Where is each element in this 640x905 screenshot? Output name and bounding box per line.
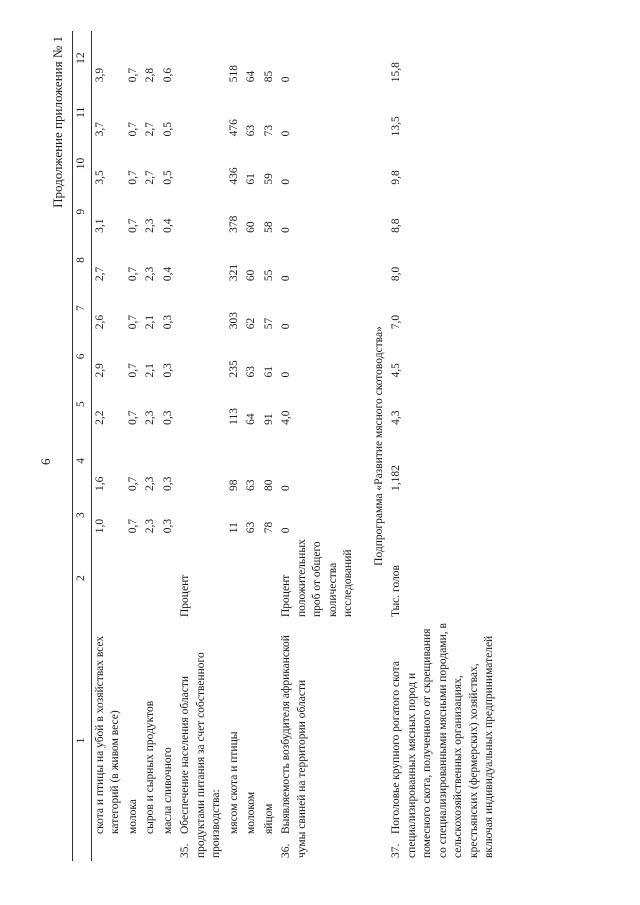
value-cell: 11 <box>227 522 240 534</box>
table-row <box>125 31 143 861</box>
value-cell: 235 <box>227 360 240 378</box>
value-cell: 64 <box>245 70 258 83</box>
value-cell: 0 <box>280 371 293 378</box>
value-cell: 63 <box>245 479 258 491</box>
value-cell: 4,0 <box>280 410 293 425</box>
unit-cell: Тыс. голов <box>390 565 403 617</box>
unit-cell <box>125 536 143 620</box>
subprogram-title: Подпрограмма «Развитие мясного скотоводства» <box>372 326 385 566</box>
value-cell: 2,1 <box>144 363 157 378</box>
value-cell: 0,7 <box>126 363 139 378</box>
row-label-cell <box>177 620 226 861</box>
value-cell: 1,6 <box>93 476 106 491</box>
value-cell: 80 <box>262 479 275 491</box>
value-cell: 436 <box>227 167 240 185</box>
table-row <box>261 31 279 861</box>
value-cell: 61 <box>245 173 258 185</box>
value-cell: 0 <box>280 178 293 185</box>
value-cell: 2,1 <box>144 314 157 330</box>
row-label-cell <box>125 620 143 861</box>
row-number: 35. <box>179 843 192 858</box>
row-label: масла сливочного <box>161 747 174 834</box>
value-cell: 0,4 <box>161 266 174 282</box>
table-row <box>226 31 244 861</box>
table-row <box>388 31 499 861</box>
column-header-3: 3 <box>73 494 92 536</box>
row-label-cell <box>142 620 160 861</box>
value-cell: 3,5 <box>93 170 106 185</box>
value-cell: 7,0 <box>390 314 403 330</box>
value-cell: 518 <box>227 64 240 83</box>
value-cell <box>177 188 226 236</box>
page-number: 6 <box>38 458 53 465</box>
value-cell: 63 <box>245 124 258 137</box>
value-cell: 4,5 <box>390 363 403 378</box>
value-cell: 2,2 <box>93 410 106 425</box>
value-cell: 2,3 <box>144 410 157 425</box>
row-label-cell <box>261 620 279 861</box>
row-label-cell <box>388 620 499 861</box>
unit-cell <box>261 536 279 620</box>
value-cell: 15,8 <box>390 62 403 83</box>
value-cell: 0,3 <box>161 314 174 330</box>
value-cell: 0,7 <box>126 410 139 425</box>
value-cell: 60 <box>245 269 258 282</box>
column-header-5: 5 <box>73 381 92 428</box>
table-row <box>91 31 125 861</box>
value-cell: 60 <box>245 221 258 233</box>
appendix-continuation-note: Продолжение приложения № 1 <box>50 36 65 208</box>
value-cell: 73 <box>262 124 275 137</box>
row-label: молоком <box>245 791 258 834</box>
column-header-10: 10 <box>73 139 92 187</box>
unit-cell <box>91 536 125 620</box>
value-cell: 113 <box>227 408 240 425</box>
unit-cell <box>142 536 160 620</box>
row-label-cell <box>243 620 261 861</box>
column-header-6: 6 <box>73 332 92 380</box>
value-cell: 2,9 <box>93 363 106 378</box>
value-cell: 13,5 <box>390 116 403 137</box>
value-cell: 1,0 <box>93 518 106 534</box>
unit-cell <box>226 536 244 620</box>
value-cell: 58 <box>262 221 275 233</box>
column-header-11: 11 <box>73 85 92 139</box>
value-cell <box>177 332 226 380</box>
row-label: скота и птицы на убой в хозяйствах всех категорий (в живом весе) <box>93 635 122 834</box>
value-cell: 59 <box>262 173 275 185</box>
value-cell: 0,5 <box>161 170 174 185</box>
value-cell: 57 <box>262 317 275 330</box>
value-cell: 64 <box>245 413 258 425</box>
unit-cell: Процент <box>179 574 192 617</box>
value-cell: 0,5 <box>161 122 174 137</box>
value-cell: 62 <box>245 317 258 330</box>
value-cell <box>177 31 226 85</box>
row-label: Выявляемость возбудителя африканской чумы свиней на территории области <box>280 635 308 858</box>
value-cell: 2,7 <box>144 170 157 185</box>
indicator-table <box>72 31 499 861</box>
table-body <box>91 31 499 861</box>
value-cell <box>388 494 499 536</box>
value-cell: 0 <box>280 527 293 534</box>
value-cell: 78 <box>262 521 275 534</box>
row-label: сыров и сырных продуктов <box>144 700 157 834</box>
value-cell: 0,3 <box>161 363 174 378</box>
subprogram-row <box>358 31 389 861</box>
table-row <box>278 31 358 861</box>
column-header-7: 7 <box>73 284 92 332</box>
column-header-9: 9 <box>73 188 92 236</box>
value-cell: 98 <box>227 479 240 491</box>
value-cell: 0,7 <box>126 170 139 185</box>
unit-cell <box>160 536 178 620</box>
value-cell: 91 <box>262 413 275 425</box>
value-cell: 4,3 <box>390 410 403 425</box>
value-cell: 0,6 <box>161 67 174 83</box>
value-cell: 0,3 <box>161 476 174 491</box>
value-cell: 3,1 <box>93 218 106 233</box>
row-label: Поголовье крупного рогатого скота специализированных мясных пород и помесного скота, полученного от скрещивания со специализированными мясными породами, в сельскохозяйственных организациях, крестьянских (фермерских) хозяйствах, включая индивидуальных предпринимателей <box>390 623 496 858</box>
value-cell <box>177 236 226 284</box>
value-cell: 63 <box>245 366 258 378</box>
value-cell: 0,7 <box>126 266 139 282</box>
table-header-row <box>73 31 92 861</box>
row-number: 37. <box>390 843 403 858</box>
row-label: яйцом <box>262 803 275 834</box>
value-cell: 0 <box>280 227 293 233</box>
value-cell: 2,6 <box>93 314 106 330</box>
value-cell <box>177 381 226 428</box>
value-cell: 0,7 <box>126 518 139 534</box>
value-cell: 0 <box>280 275 293 282</box>
column-header-1: 1 <box>73 620 92 861</box>
value-cell: 0,7 <box>126 314 139 330</box>
value-cell: 1,182 <box>390 465 403 491</box>
value-cell: 378 <box>227 215 240 233</box>
value-cell: 61 <box>262 366 275 378</box>
value-cell: 3,9 <box>93 67 106 83</box>
row-label-cell <box>91 620 125 861</box>
value-cell: 0,7 <box>126 67 139 83</box>
column-header-4: 4 <box>73 428 92 494</box>
value-cell: 2,3 <box>144 476 157 491</box>
value-cell: 2,7 <box>144 122 157 137</box>
value-cell <box>177 284 226 332</box>
value-cell: 0,3 <box>161 518 174 534</box>
row-label-cell <box>226 620 244 861</box>
value-cell: 0,7 <box>126 218 139 233</box>
value-cell: 0,3 <box>161 410 174 425</box>
unit-cell <box>243 536 261 620</box>
row-label-cell <box>278 620 358 861</box>
row-number: 36. <box>280 843 293 858</box>
unit-cell: Процент положительных проб от общего количества исследований <box>280 539 355 617</box>
value-cell <box>177 139 226 187</box>
value-cell: 0,7 <box>126 476 139 491</box>
value-cell: 0 <box>280 130 293 137</box>
value-cell: 2,8 <box>144 67 157 83</box>
table-row <box>243 31 261 861</box>
table-row <box>177 31 226 861</box>
value-cell: 3,7 <box>93 122 106 137</box>
column-header-8: 8 <box>73 236 92 284</box>
value-cell: 63 <box>245 521 258 534</box>
value-cell: 0 <box>280 323 293 330</box>
value-cell: 9,8 <box>390 170 403 185</box>
row-label: молока <box>126 799 139 834</box>
value-cell: 476 <box>227 119 240 137</box>
value-cell: 2,7 <box>93 266 106 282</box>
column-header-12: 12 <box>73 31 92 85</box>
value-cell: 8,0 <box>390 266 403 282</box>
table-row <box>142 31 160 861</box>
row-label-cell <box>160 620 178 861</box>
value-cell <box>177 494 226 536</box>
value-cell: 0 <box>280 485 293 491</box>
value-cell: 0,7 <box>126 122 139 137</box>
value-cell: 85 <box>262 70 275 83</box>
table-row <box>160 31 178 861</box>
value-cell: 303 <box>227 312 240 330</box>
value-cell: 0 <box>280 76 293 83</box>
value-cell: 2,3 <box>144 518 157 534</box>
value-cell: 321 <box>227 263 240 282</box>
value-cell: 8,8 <box>390 218 403 233</box>
value-cell <box>177 85 226 139</box>
value-cell: 0,4 <box>161 218 174 233</box>
row-label: мясом скота и птицы <box>227 731 240 834</box>
row-label: Обеспечение населения области продуктами питания за счет собственного производства: <box>179 652 223 858</box>
value-cell: 2,3 <box>144 266 157 282</box>
value-cell: 55 <box>262 269 275 282</box>
value-cell <box>177 428 226 494</box>
value-cell: 2,3 <box>144 218 157 233</box>
column-header-2: 2 <box>73 536 92 620</box>
